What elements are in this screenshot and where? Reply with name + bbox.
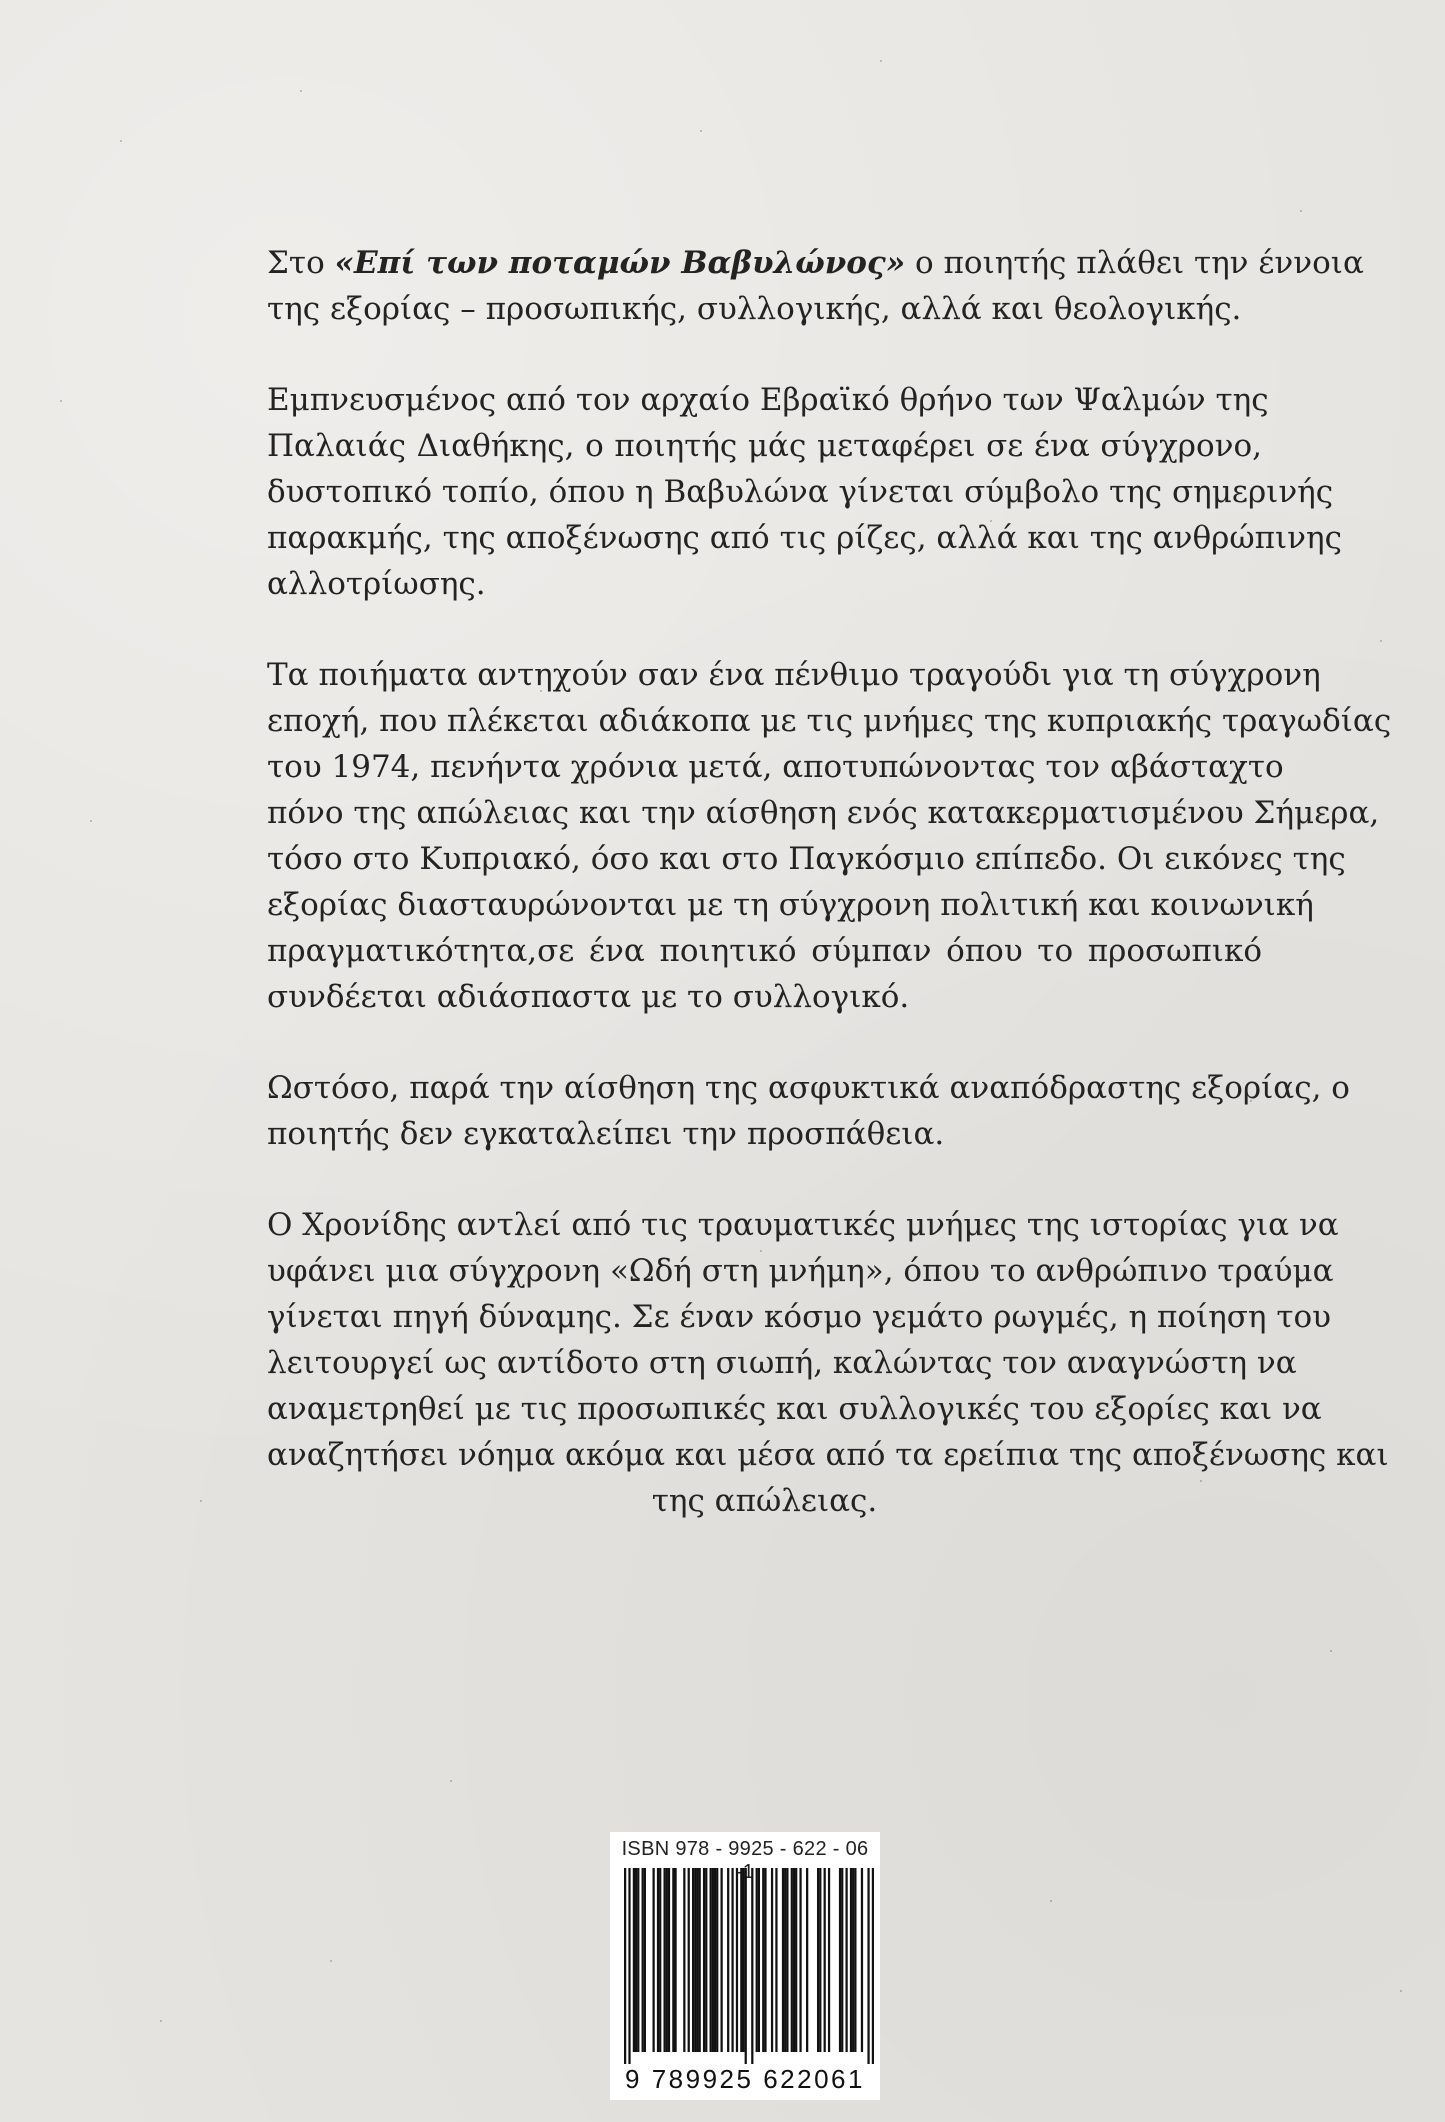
barcode-bar bbox=[633, 1868, 635, 2052]
barcode-bar bbox=[841, 1868, 843, 2052]
barcode-bar bbox=[758, 1868, 760, 2052]
blurb-paragraph bbox=[267, 240, 1364, 332]
barcode-bar bbox=[742, 1868, 744, 2052]
barcode-bar bbox=[764, 1868, 766, 2052]
barcode-bar bbox=[852, 1868, 854, 2052]
text-segment: αλλοτρίωσης. bbox=[267, 566, 486, 602]
text-line bbox=[267, 928, 1262, 974]
text-segment: εποχή, που πλέκεται αδιάκοπα με τις μνήμες της κυπριακής τραγωδίας bbox=[267, 703, 1392, 739]
barcode-bar bbox=[731, 1868, 733, 2052]
paper-speck bbox=[450, 1780, 452, 1782]
barcode-bar bbox=[659, 1868, 661, 2052]
text-segment: Στο bbox=[267, 245, 335, 281]
barcode-bar bbox=[699, 1868, 701, 2052]
paper-speck bbox=[1380, 640, 1382, 642]
barcode-bar bbox=[672, 1868, 674, 2052]
text-segment: της απώλειας. bbox=[651, 1483, 878, 1519]
barcode-bar bbox=[872, 1868, 874, 2064]
text-segment: Εμπνευσμένος από τον αρχαίο Εβραϊκό θρήνο των Ψαλμών της bbox=[267, 382, 1269, 418]
blurb-text bbox=[267, 240, 1392, 1569]
barcode-bar bbox=[727, 1868, 729, 2052]
blurb-paragraph bbox=[267, 1065, 1350, 1157]
barcode-bar bbox=[692, 1868, 694, 2052]
barcode-bar bbox=[712, 1868, 714, 2052]
paper-speck bbox=[1250, 1100, 1252, 1102]
text-line bbox=[267, 1340, 1297, 1386]
text-line bbox=[267, 1432, 1389, 1478]
text-segment: ποιητής δεν εγκαταλείπει την προσπάθεια. bbox=[267, 1116, 945, 1152]
barcode-bar bbox=[740, 1868, 742, 2052]
barcode-bar bbox=[756, 1868, 758, 2052]
barcode-bar bbox=[854, 1868, 856, 2052]
barcode-bar bbox=[716, 1868, 718, 2052]
paper-speck bbox=[300, 90, 302, 92]
barcode-bar bbox=[845, 1868, 847, 2052]
text-line bbox=[267, 1294, 1331, 1340]
blurb-paragraph bbox=[267, 652, 1392, 1020]
text-segment: Ωστόσο, παρά την αίσθηση της ασφυκτικά αναπόδραστης εξορίας, ο bbox=[267, 1070, 1350, 1106]
text-line bbox=[267, 698, 1392, 744]
paper-speck bbox=[60, 400, 62, 402]
paper-speck bbox=[330, 1960, 332, 1962]
text-line bbox=[267, 423, 1262, 469]
barcode-bar bbox=[653, 1868, 655, 2052]
barcode-bar bbox=[688, 1868, 690, 2052]
barcode-bar bbox=[839, 1868, 841, 2052]
paper-speck bbox=[200, 1500, 202, 1502]
barcode-bar bbox=[635, 1868, 637, 2052]
barcode-bar bbox=[683, 1868, 685, 2052]
book-title-emphasis: «Επί των ποταμών Βαβυλώνος» bbox=[334, 245, 906, 281]
barcode-bar bbox=[799, 1868, 801, 2052]
barcode-bar bbox=[637, 1868, 639, 2052]
text-segment: γίνεται πηγή δύναμης. Σε έναν κόσμο γεμάτο ρωγμές, η ποίηση του bbox=[267, 1299, 1331, 1335]
barcode-bar bbox=[694, 1868, 696, 2052]
barcode-bar bbox=[674, 1868, 676, 2052]
text-line bbox=[267, 561, 1262, 607]
text-line bbox=[267, 1248, 1334, 1294]
barcode-bar bbox=[714, 1868, 716, 2052]
barcode-bar bbox=[710, 1868, 712, 2052]
barcode-bar bbox=[666, 1868, 668, 2052]
text-line bbox=[267, 240, 1364, 286]
isbn-barcode-area bbox=[610, 1832, 880, 2100]
barcode-bar bbox=[775, 1868, 777, 2052]
barcode-digits: 9 789925 622061 bbox=[625, 2064, 865, 2094]
barcode-bar bbox=[795, 1868, 797, 2052]
text-segment: πόνο της απώλειας και την αίσθηση ενός κατακερματισμένου Σήμερα, bbox=[267, 795, 1380, 831]
barcode-bar bbox=[850, 1868, 852, 2052]
barcode-bar bbox=[720, 1868, 722, 2052]
barcode-bar bbox=[705, 1868, 707, 2052]
paper-speck bbox=[700, 130, 702, 132]
barcode-bar bbox=[824, 1868, 826, 2052]
barcode-bar bbox=[819, 1868, 821, 2052]
text-line bbox=[267, 469, 1334, 515]
text-segment: του 1974, πενήντα χρόνια μετά, αποτυπώνοντας τον αβάσταχτο bbox=[267, 749, 1284, 785]
barcode-bar bbox=[791, 1868, 793, 2052]
barcode-bar bbox=[784, 1868, 786, 2052]
paper-speck bbox=[1330, 1650, 1332, 1652]
text-line bbox=[267, 744, 1284, 790]
barcode-bar bbox=[745, 1868, 747, 2064]
paper-speck bbox=[880, 60, 882, 62]
paper-speck bbox=[1050, 1900, 1052, 1902]
paper-speck bbox=[1400, 1990, 1402, 1992]
text-segment: ο ποιητής πλάθει την έννοια bbox=[905, 245, 1364, 281]
barcode-bar bbox=[828, 1868, 830, 2052]
barcode-bar bbox=[751, 1868, 753, 2064]
barcode-bar bbox=[628, 1868, 630, 2064]
barcode-bar bbox=[771, 1868, 773, 2052]
text-line bbox=[267, 1386, 1322, 1432]
paper-speck bbox=[1200, 1480, 1202, 1482]
barcode-bar bbox=[867, 1868, 869, 2064]
text-segment: Τα ποιήματα αντηχούν σαν ένα πένθιμο τραγούδι για τη σύγχρονη bbox=[267, 657, 1321, 693]
text-segment: Παλαιάς Διαθήκης, ο ποιητής μάς μεταφέρει σε ένα σύγχρονο, bbox=[267, 428, 1262, 464]
text-line bbox=[267, 1111, 1262, 1157]
paper-speck bbox=[990, 520, 992, 522]
text-segment: παρακμής, της αποξένωσης από τις ρίζες, αλλά και της ανθρώπινης bbox=[267, 520, 1342, 556]
text-line bbox=[267, 1202, 1339, 1248]
paper-speck bbox=[760, 1250, 762, 1252]
text-segment: αναζητήσει νόημα ακόμα και μέσα από τα ερείπια της αποξένωσης και bbox=[267, 1437, 1389, 1473]
barcode-bar bbox=[861, 1868, 863, 2052]
barcode-bar bbox=[786, 1868, 788, 2052]
barcode-bar bbox=[644, 1868, 646, 2052]
text-line bbox=[267, 515, 1342, 561]
text-line bbox=[267, 652, 1321, 698]
text-line bbox=[267, 286, 1262, 332]
barcode-bar bbox=[657, 1868, 659, 2052]
barcode-bar bbox=[736, 1868, 738, 2052]
paper-speck bbox=[120, 140, 122, 142]
barcode-bar bbox=[762, 1868, 764, 2052]
text-segment: τόσο στο Κυπριακό, όσο και στο Παγκόσμιο επίπεδο. Οι εικόνες της bbox=[267, 841, 1346, 877]
barcode-bar bbox=[793, 1868, 795, 2052]
barcode-bar bbox=[817, 1868, 819, 2052]
barcode-bar bbox=[668, 1868, 670, 2052]
text-segment: πραγματικότητα,σε ένα ποιητικό σύμπαν όπου το προσωπικό bbox=[267, 933, 1262, 969]
barcode-bar bbox=[663, 1868, 665, 2052]
text-line bbox=[267, 974, 1262, 1020]
text-segment: αναμετρηθεί με τις προσωπικές και συλλογικές του εξορίες και να bbox=[267, 1391, 1322, 1427]
paper-speck bbox=[1300, 210, 1302, 212]
blurb-paragraph bbox=[267, 1202, 1389, 1524]
barcode-bar bbox=[782, 1868, 784, 2052]
text-segment: εξορίας διασταυρώνονται με τη σύγχρονη πολιτική και κοινωνική bbox=[267, 887, 1314, 923]
barcode-bars bbox=[624, 1868, 874, 2064]
text-line bbox=[267, 1065, 1350, 1111]
text-line bbox=[267, 790, 1380, 836]
text-segment: δυστοπικό τοπίο, όπου η Βαβυλώνα γίνεται σύμβολο της σημερινής bbox=[267, 474, 1334, 510]
text-segment: λειτουργεί ως αντίδοτο στη σιωπή, καλώντας τον αναγνώστη να bbox=[267, 1345, 1297, 1381]
text-line bbox=[267, 882, 1314, 928]
text-segment: Ο Χρονίδης αντλεί από τις τραυματικές μνήμες της ιστορίας για να bbox=[267, 1207, 1339, 1243]
text-segment: υφάνει μια σύγχρονη «Ωδή στη μνήμη», όπου το ανθρώπινο τραύμα bbox=[267, 1253, 1334, 1289]
text-segment: συνδέεται αδιάσπαστα με το συλλογικό. bbox=[267, 979, 910, 1015]
text-segment: της εξορίας – προσωπικής, συλλογικής, αλλά και θεολογικής. bbox=[267, 291, 1242, 327]
text-line bbox=[267, 1478, 1262, 1524]
barcode-bar bbox=[703, 1868, 705, 2052]
barcode-bar bbox=[642, 1868, 644, 2052]
barcode-bar bbox=[624, 1868, 626, 2064]
paper-speck bbox=[160, 2020, 162, 2022]
paper-speck bbox=[90, 820, 92, 822]
blurb-paragraph bbox=[267, 377, 1342, 607]
text-line bbox=[267, 836, 1346, 882]
paper-speck bbox=[540, 690, 542, 692]
text-line bbox=[267, 377, 1269, 423]
barcode-bar bbox=[806, 1868, 808, 2052]
isbn-label: ISBN 978 - 9925 - 622 - 06 bbox=[621, 1838, 869, 1860]
barcode-bar bbox=[696, 1868, 698, 2052]
